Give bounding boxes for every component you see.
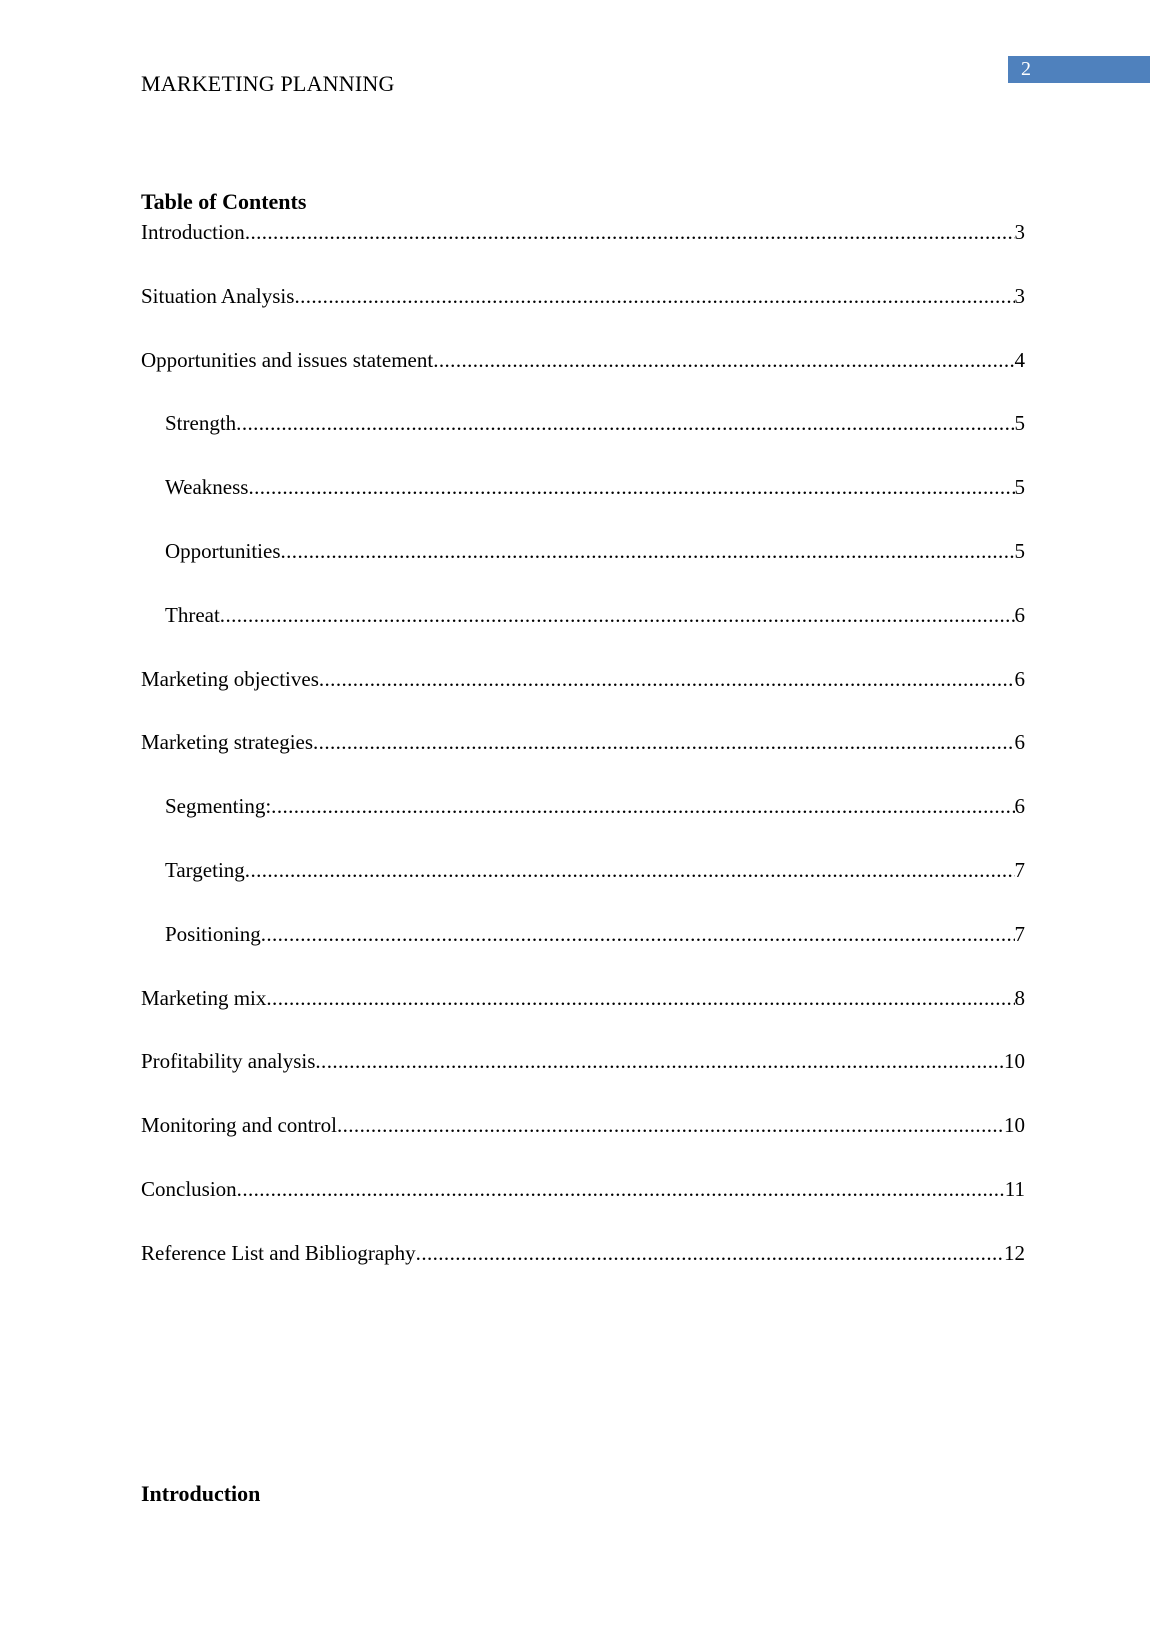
toc-dot-leader	[237, 1175, 1005, 1203]
toc-dot-leader	[245, 218, 1015, 246]
toc-entry-page: 10	[1004, 1049, 1025, 1074]
toc-entry-page: 7	[1014, 921, 1025, 946]
toc-entry-weakness[interactable]	[141, 473, 1025, 537]
toc-entry-page: 6	[1014, 794, 1025, 819]
toc-entry-segmenting[interactable]	[141, 792, 1025, 856]
section-heading-introduction: Introduction	[141, 1481, 261, 1506]
toc-entry-marketing-objectives[interactable]	[141, 665, 1025, 729]
toc-entry-monitoring-and-control[interactable]	[141, 1111, 1025, 1175]
toc-entry-page: 5	[1014, 538, 1025, 563]
toc-dot-leader	[313, 728, 1014, 756]
toc-entry-label: Conclusion	[141, 1176, 237, 1201]
toc-entry-positioning[interactable]	[141, 920, 1025, 984]
toc-entry-label: Positioning	[165, 921, 261, 946]
toc-dot-leader	[315, 1047, 1004, 1075]
toc-entry-page: 6	[1014, 602, 1025, 627]
toc-entry-label: Strength	[165, 411, 237, 436]
toc-dot-leader	[319, 665, 1015, 693]
toc-entry-label: Segmenting:	[165, 794, 272, 819]
toc-entry-page: 10	[1004, 1113, 1025, 1138]
toc-entry-page: 12	[1004, 1240, 1025, 1265]
running-head: MARKETING PLANNING	[141, 71, 395, 96]
toc-entry-targeting[interactable]	[141, 856, 1025, 920]
toc-dot-leader	[245, 856, 1015, 884]
toc-dot-leader	[261, 920, 1015, 948]
toc-entry-label: Threat	[165, 602, 220, 627]
toc-entry-label: Introduction	[141, 220, 245, 244]
toc-entry-opportunities-and-issues[interactable]	[141, 346, 1025, 410]
toc-entry-page: 6	[1014, 666, 1025, 691]
toc-dot-leader	[271, 792, 1014, 820]
toc-dot-leader	[416, 1239, 1004, 1267]
toc-entry-reference-list[interactable]	[141, 1239, 1025, 1303]
toc-entry-label: Marketing strategies	[141, 730, 314, 755]
toc-entry-label: Profitability analysis	[141, 1049, 316, 1074]
toc-title: Table of Contents	[141, 189, 307, 214]
toc-entry-label: Monitoring and control	[141, 1113, 337, 1138]
toc-dot-leader	[248, 473, 1014, 501]
toc-entry-threat[interactable]	[141, 601, 1025, 665]
toc-dot-leader	[236, 409, 1014, 437]
toc-dot-leader	[281, 537, 1015, 565]
toc-entry-situation-analysis[interactable]	[141, 282, 1025, 346]
toc-entry-label: Situation Analysis	[141, 283, 295, 308]
toc-entry-page: 6	[1014, 730, 1025, 755]
toc-entry-label: Marketing objectives	[141, 666, 319, 691]
toc-dot-leader	[220, 601, 1015, 629]
toc-entry-label: Targeting	[165, 857, 245, 882]
toc-entry-page: 5	[1014, 475, 1025, 500]
table-of-contents	[141, 218, 1025, 1303]
toc-entry-label: Opportunities	[165, 538, 281, 563]
toc-entry-label: Reference List and Bibliography	[141, 1240, 416, 1265]
toc-entry-page: 5	[1014, 411, 1025, 436]
toc-entry-profitability-analysis[interactable]	[141, 1047, 1025, 1111]
toc-entry-page: 3	[1014, 220, 1025, 244]
toc-entry-page: 7	[1014, 857, 1025, 882]
toc-entry-conclusion[interactable]	[141, 1175, 1025, 1239]
toc-entry-introduction[interactable]	[141, 218, 1025, 282]
toc-entry-marketing-mix[interactable]	[141, 984, 1025, 1048]
toc-entry-page: 3	[1014, 283, 1025, 308]
page-number-badge: 2	[1008, 56, 1150, 83]
toc-entry-label: Opportunities and issues statement	[141, 347, 434, 372]
toc-entry-page: 4	[1014, 347, 1025, 372]
toc-dot-leader	[294, 282, 1014, 310]
toc-dot-leader	[266, 984, 1014, 1012]
toc-dot-leader	[337, 1111, 1004, 1139]
toc-entry-marketing-strategies[interactable]	[141, 728, 1025, 792]
toc-dot-leader	[433, 346, 1014, 374]
toc-entry-page: 11	[1004, 1176, 1025, 1201]
toc-entry-strength[interactable]	[141, 409, 1025, 473]
toc-entry-opportunities[interactable]	[141, 537, 1025, 601]
toc-entry-page: 8	[1014, 985, 1025, 1010]
toc-entry-label: Marketing mix	[141, 985, 267, 1010]
toc-entry-label: Weakness	[165, 475, 249, 500]
